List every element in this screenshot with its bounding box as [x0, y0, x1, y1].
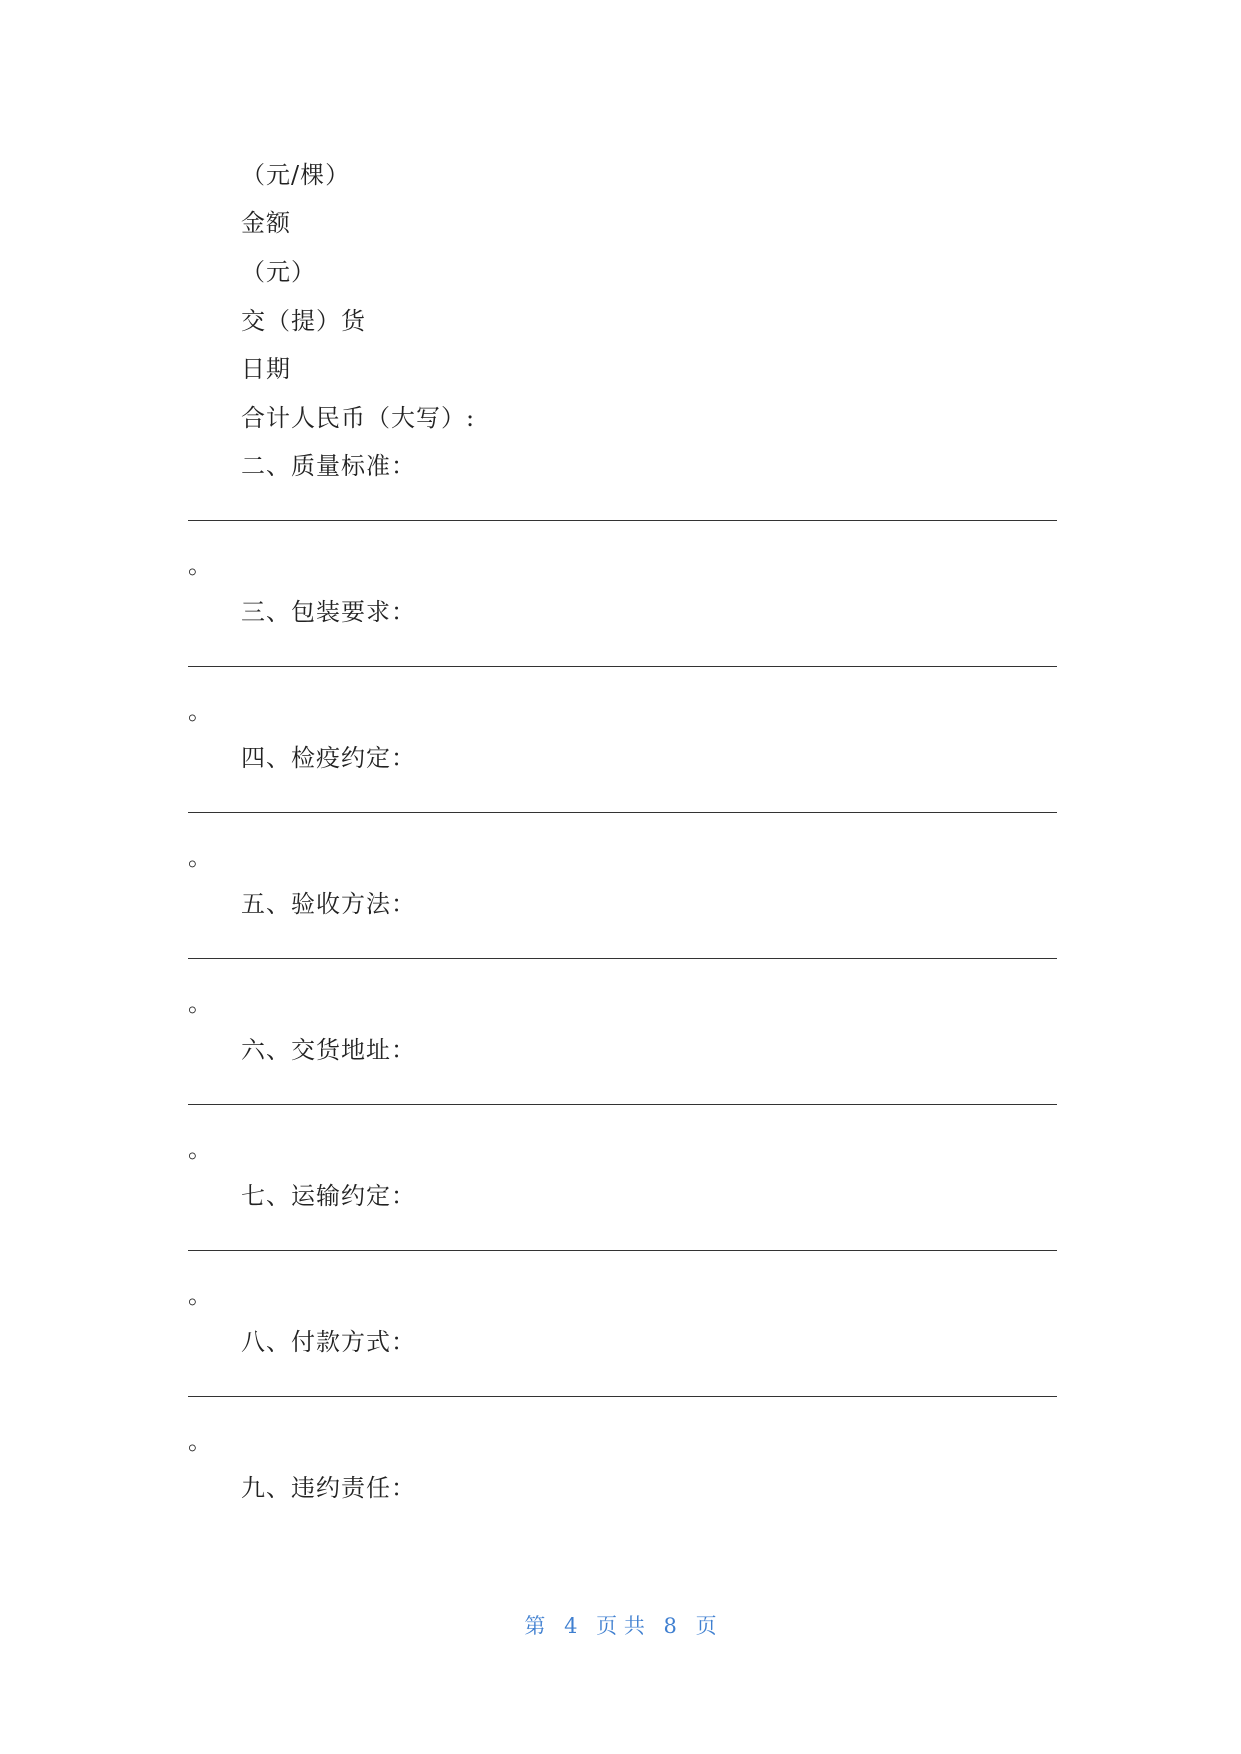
yuan-label: （元） — [241, 258, 316, 286]
section-quarantine-heading: 四、检疫约定： — [241, 744, 416, 772]
footer-suffix: 页 — [695, 1614, 717, 1638]
quarantine-blank-line — [188, 796, 1057, 826]
packaging-blank-line — [188, 650, 1057, 680]
footer-prefix: 第 — [524, 1614, 546, 1638]
delivery-address-blank-line — [188, 1088, 1057, 1118]
section-acceptance-heading: 五、验收方法： — [241, 890, 416, 918]
date-label: 日期 — [241, 355, 291, 383]
acceptance-period: 。 — [188, 989, 213, 1017]
transport-period: 。 — [188, 1281, 213, 1309]
delivery-address-period: 。 — [188, 1135, 213, 1163]
quarantine-period: 。 — [188, 843, 213, 871]
footer-mid: 页 共 — [596, 1614, 645, 1638]
payment-blank-line — [188, 1380, 1057, 1410]
packaging-period: 。 — [188, 697, 213, 725]
amount-label: 金额 — [241, 209, 291, 237]
page-number-footer — [0, 1611, 1241, 1641]
section-packaging-heading: 三、包装要求： — [241, 598, 416, 626]
section-payment-heading: 八、付款方式： — [241, 1328, 416, 1356]
footer-page-number: 4 — [564, 1614, 578, 1638]
payment-period: 。 — [188, 1427, 213, 1455]
acceptance-blank-line — [188, 942, 1057, 972]
transport-blank-line — [188, 1234, 1057, 1264]
footer-total-pages: 8 — [663, 1614, 677, 1638]
section-transport-heading: 七、运输约定： — [241, 1182, 416, 1210]
total-rmb-label: 合计人民币（大写）: — [241, 404, 476, 432]
unit-price-label: （元/棵） — [241, 161, 351, 189]
section-delivery-address-heading: 六、交货地址： — [241, 1036, 416, 1064]
quality-blank-line — [188, 504, 1057, 534]
section-quality-heading: 二、质量标准： — [241, 452, 416, 480]
section-liability-heading: 九、违约责任： — [241, 1474, 416, 1502]
delivery-label: 交（提）货 — [241, 307, 366, 335]
quality-period: 。 — [188, 551, 213, 579]
